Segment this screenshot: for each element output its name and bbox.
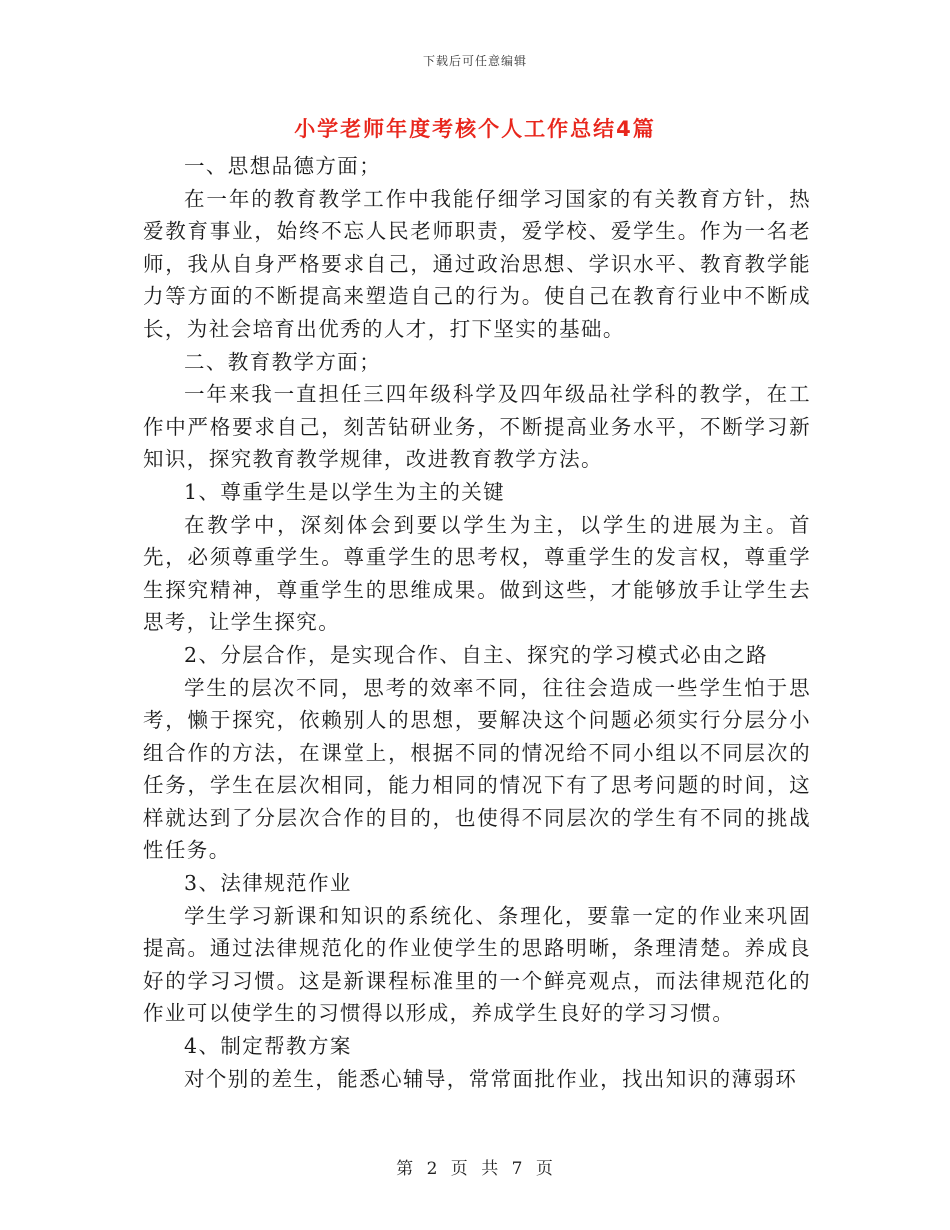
paragraph: 一年来我一直担任三四年级科学及四年级品社学科的教学，在工作中严格要求自己，刻苦钻研业务，不断提高业务水平，不断学习新知识，探究教育教学规律，改进教育教学方法。 bbox=[143, 382, 811, 472]
subsection-heading: 1、尊重学生是以学生为主的关键 bbox=[184, 479, 506, 504]
section-heading: 一、思想品德方面； bbox=[184, 154, 382, 178]
paragraph: 对个别的差生，能悉心辅导，常常面批作业，找出知识的薄弱环 bbox=[184, 1066, 798, 1091]
document-title: 小学老师年度考核个人工作总结4篇 bbox=[294, 117, 656, 141]
subsection-heading: 3、法律规范作业 bbox=[184, 871, 352, 896]
subsection-heading: 2、分层合作，是实现合作、自主、探究的学习模式必由之路 bbox=[184, 642, 768, 667]
paragraph: 学生的层次不同，思考的效率不同，往往会造成一些学生怕于思考，懒于探究，依赖别人的思想，要解决这个问题必须实行分层分小组合作的方法，在课堂上，根据不同的情况给不同小组以不同层次的任务，学生在层次相同，能力相同的情况下有了思考问题的时间，这样就达到了分层次合作的目的，也使得不同层次的学生有不同的挑战性任务。 bbox=[143, 675, 811, 863]
page-number: 第 2 页 共 7 页 bbox=[396, 1159, 554, 1179]
section-heading: 二、教育教学方面； bbox=[184, 349, 382, 374]
header-note: 下载后可任意编辑 bbox=[422, 54, 527, 68]
subsection-heading: 4、制定帮教方案 bbox=[184, 1034, 352, 1059]
paragraph: 在教学中，深刻体会到要以学生为主，以学生的进展为主。首先，必须尊重学生。尊重学生的思考权，尊重学生的发言权，尊重学生探究精神，尊重学生的思维成果。做到这些，才能够放手让学生去思考，让学生探究。 bbox=[143, 512, 811, 635]
document-body bbox=[143, 150, 811, 1095]
paragraph: 在一年的教育教学工作中我能仔细学习国家的有关教育方针，热爱教育事业，始终不忘人民老师职责，爱学校、爱学生。作为一名老师，我从自身严格要求自己，通过政治思想、学识水平、教育教学能力等方面的不断提高来塑造自己的行为。使自己在教育行业中不断成长，为社会培育出优秀的人才，打下坚实的基础。 bbox=[143, 186, 811, 341]
paragraph: 学生学习新课和知识的系统化、条理化，要靠一定的作业来巩固提高。通过法律规范化的作业使学生的思路明晰，条理清楚。养成良好的学习习惯。这是新课程标准里的一个鲜亮观点，而法律规范化的作业可以使学生的习惯得以形成，养成学生良好的学习习惯。 bbox=[143, 903, 811, 1026]
